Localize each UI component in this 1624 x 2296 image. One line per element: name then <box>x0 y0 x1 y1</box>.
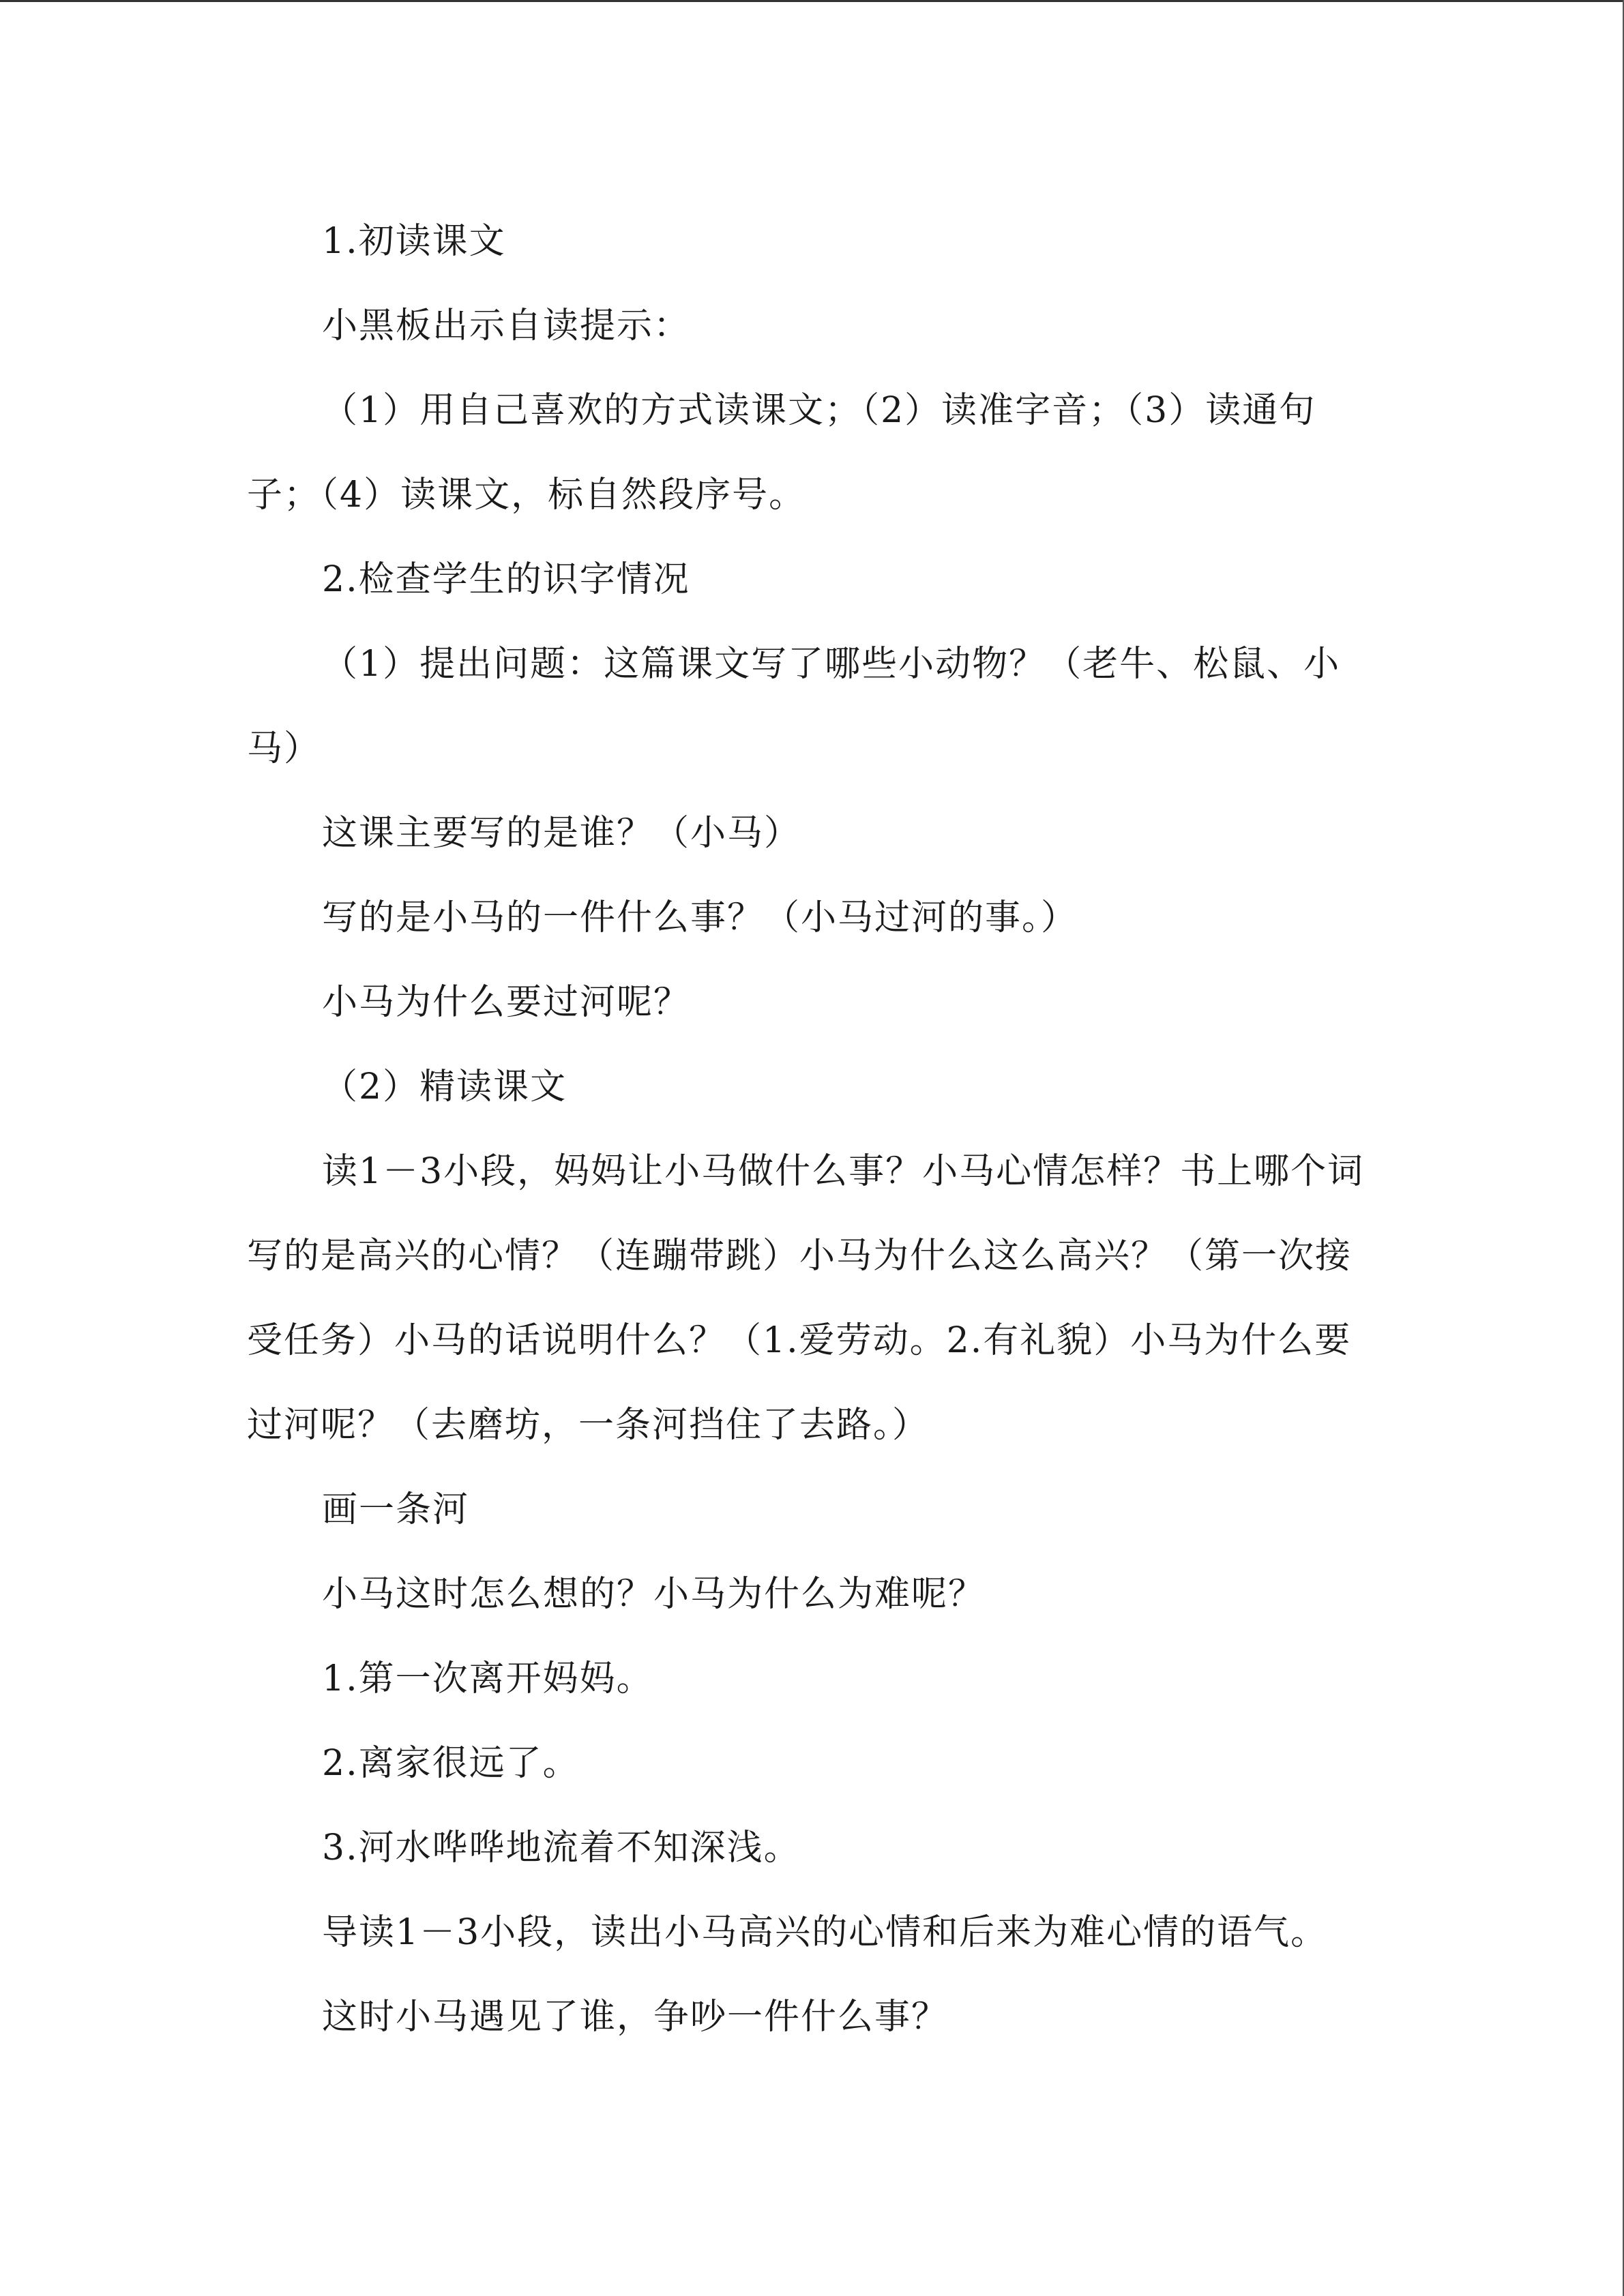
paragraph-question-encounter: 这时小马遇见了谁，争吵一件什么事？ <box>322 1997 949 2038</box>
paragraph-question-animals: （1）提出问题：这篇课文写了哪些小动物？（老牛、松鼠、小马） <box>247 644 1341 769</box>
paragraph-heading-first-reading: 1.初读课文 <box>322 221 506 262</box>
paragraph-question-main-character: 这课主要写的是谁？（小马） <box>322 813 801 854</box>
page-top-border <box>0 0 1624 2</box>
paragraph-question-dilemma: 小马这时怎么想的？小马为什么为难呢？ <box>322 1574 986 1615</box>
paragraph-heading-close-reading: （2）精读课文 <box>322 1067 567 1107</box>
paragraph-draw-river: 画一条河 <box>322 1489 470 1530</box>
document-body <box>247 199 1379 2059</box>
paragraph-question-event: 写的是小马的一件什么事？（小马过河的事。） <box>322 897 1078 938</box>
paragraph-reason-1: 1.第一次离开妈妈。 <box>322 1658 653 1699</box>
paragraph-close-reading-detail: 读1－3小段，妈妈让小马做什么事？小马心情怎样？书上哪个词写的是高兴的心情？（连蹦带跳）小马为什么这么高兴？（第一次接受任务）小马的话说明什么？（1.爱劳动。2.有礼貌）小马为什么要过河呢？（去磨坊，一条河挡住了去路。） <box>247 1151 1365 1446</box>
paragraph-reason-2: 2.离家很远了。 <box>322 1743 580 1784</box>
paragraph-question-why-cross: 小马为什么要过河呢？ <box>322 982 691 1023</box>
paragraph-reading-tips: （1）用自己喜欢的方式读课文；（2）读准字音；（3）读通句子；（4）读课文，标自然段序号。 <box>247 390 1316 516</box>
paragraph-reason-3: 3.河水哗哗地流着不知深浅。 <box>322 1828 801 1868</box>
paragraph-blackboard-prompt: 小黑板出示自读提示： <box>322 305 691 346</box>
paragraph-guided-reading: 导读1－3小段，读出小马高兴的心情和后来为难心情的语气。 <box>322 1912 1328 1953</box>
paragraph-heading-literacy-check: 2.检查学生的识字情况 <box>322 559 690 600</box>
